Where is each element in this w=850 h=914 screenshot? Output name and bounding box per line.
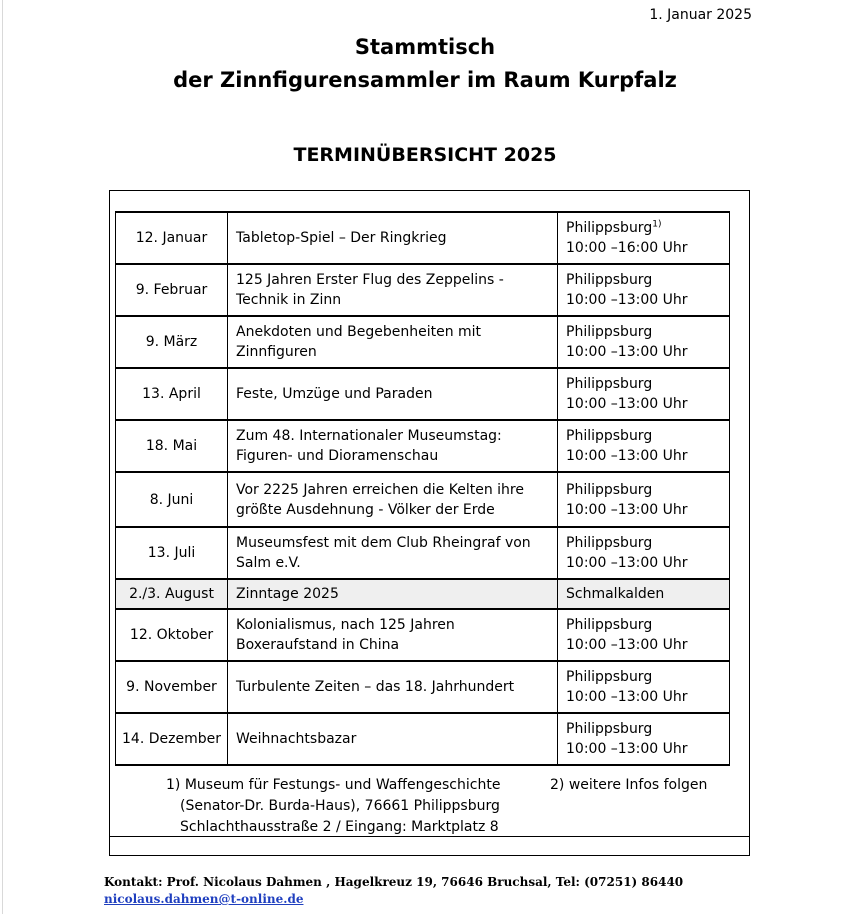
event-place <box>566 270 729 290</box>
schedule-row <box>116 368 730 420</box>
event-topic-line-2: Boxeraufstand in China <box>236 637 400 653</box>
event-topic-line-1: Tabletop-Spiel – Der Ringkrieg <box>236 230 447 246</box>
contact-line: Kontakt: Prof. Nicolaus Dahmen , Hagelkreuz 19, 76646 Bruchsal, Tel: (07251) 86440 <box>104 875 684 889</box>
event-location <box>558 212 730 264</box>
event-topic <box>228 527 558 579</box>
event-location <box>558 527 730 579</box>
event-topic <box>228 472 558 527</box>
schedule-row <box>116 527 730 579</box>
event-topic-line-1: 125 Jahren Erster Flug des Zeppelins - <box>236 272 504 288</box>
event-location <box>558 609 730 661</box>
event-place-name: Philippsburg <box>566 272 653 288</box>
event-time: 10:00 –13:00 Uhr <box>566 396 688 412</box>
schedule-row <box>116 316 730 368</box>
event-date: 13. April <box>116 368 228 420</box>
event-topic-line-2: Zinnfiguren <box>236 344 317 360</box>
event-place-name: Philippsburg <box>566 535 653 551</box>
contact-block <box>104 874 683 908</box>
schedule-row <box>116 472 730 527</box>
event-topic <box>228 264 558 316</box>
event-topic <box>228 579 558 609</box>
event-location <box>558 472 730 527</box>
event-topic-line-2: größte Ausdehnung - Völker der Erde <box>236 501 495 518</box>
event-date: 12. Januar <box>116 212 228 264</box>
schedule-row <box>116 264 730 316</box>
event-location <box>558 713 730 765</box>
event-place-name: Philippsburg <box>566 481 653 498</box>
event-topic-line-1: Turbulente Zeiten – das 18. Jahrhundert <box>236 679 515 695</box>
event-place-name: Philippsburg <box>566 721 653 737</box>
event-topic-line-1: Weihnachtsbazar <box>236 731 357 747</box>
event-date: 14. Dezember <box>116 713 228 765</box>
event-place <box>566 615 729 635</box>
schedule-row <box>116 713 730 765</box>
event-date: 13. Juli <box>116 527 228 579</box>
event-date: 18. Mai <box>116 420 228 472</box>
event-location <box>558 316 730 368</box>
schedule-heading: TERMINÜBERSICHT 2025 <box>293 144 557 166</box>
event-location <box>558 264 730 316</box>
footnote-marker: 1) <box>652 219 662 230</box>
event-place <box>566 322 729 342</box>
event-date: 9. März <box>116 316 228 368</box>
event-location <box>558 420 730 472</box>
event-place <box>566 480 729 500</box>
event-topic <box>228 420 558 472</box>
event-topic-line-1: Kolonialismus, nach 125 Jahren <box>236 617 455 633</box>
event-place-name: Philippsburg <box>566 220 653 236</box>
event-topic-line-2: Salm e.V. <box>236 555 301 571</box>
event-time: 10:00 –13:00 Uhr <box>566 637 688 653</box>
event-place-name: Philippsburg <box>566 376 653 392</box>
document-date: 1. Januar 2025 <box>649 7 752 23</box>
event-topic-line-1: Museumsfest mit dem Club Rheingraf von <box>236 535 531 551</box>
event-place <box>566 719 729 739</box>
event-topic <box>228 368 558 420</box>
event-place <box>566 218 729 238</box>
event-topic-line-1: Anekdoten und Begebenheiten mit <box>236 324 482 340</box>
event-place <box>566 533 729 553</box>
event-place-name: Philippsburg <box>566 617 653 633</box>
event-time: 10:00 –13:00 Uhr <box>566 555 688 571</box>
schedule-row <box>116 579 730 609</box>
event-topic <box>228 609 558 661</box>
event-place <box>566 426 729 446</box>
title-line-1: Stammtisch <box>354 35 496 59</box>
schedule-table <box>115 211 730 766</box>
page-margin-line <box>2 0 3 914</box>
event-date: 8. Juni <box>116 472 228 527</box>
footnote-1-line-3: Schlachthausstraße 2 / Eingang: Marktplatz 8 <box>180 819 499 835</box>
event-place-name: Schmalkalden <box>566 586 665 602</box>
event-topic-line-1: Zinntage 2025 <box>236 586 339 602</box>
event-time: 10:00 –16:00 Uhr <box>566 240 688 256</box>
event-place <box>566 667 729 687</box>
footnote-2: 2) weitere Infos folgen <box>550 777 708 793</box>
event-topic-line-2: Figuren- und Dioramenschau <box>236 448 439 464</box>
footnote-1 <box>166 775 500 838</box>
footnote-1-line-1: 1) Museum für Festungs- und Waffengeschichte <box>166 777 501 793</box>
event-topic-line-1: Feste, Umzüge und Paraden <box>236 386 433 402</box>
event-time: 10:00 –13:00 Uhr <box>566 689 688 705</box>
event-time: 10:00 –13:00 Uhr <box>566 448 688 464</box>
event-topic-line-1: Vor 2225 Jahren erreichen die Kelten ihre <box>236 481 524 498</box>
event-topic-line-1: Zum 48. Internationaler Museumstag: <box>236 428 502 444</box>
event-topic <box>228 316 558 368</box>
event-topic <box>228 661 558 713</box>
event-place <box>566 374 729 394</box>
schedule-row <box>116 420 730 472</box>
event-place <box>566 584 729 604</box>
event-time: 10:00 –13:00 Uhr <box>566 741 688 757</box>
contact-email-link[interactable]: nicolaus.dahmen@t-online.de <box>104 892 304 906</box>
event-date: 9. November <box>116 661 228 713</box>
footnote-1-line-2: (Senator-Dr. Burda-Haus), 76661 Philippsburg <box>180 798 500 814</box>
event-time: 10:00 –13:00 Uhr <box>566 501 688 518</box>
event-location <box>558 368 730 420</box>
event-place-name: Philippsburg <box>566 669 653 685</box>
event-time: 10:00 –13:00 Uhr <box>566 292 688 308</box>
schedule-row <box>116 212 730 264</box>
event-time: 10:00 –13:00 Uhr <box>566 344 688 360</box>
event-date: 12. Oktober <box>116 609 228 661</box>
schedule-row <box>116 609 730 661</box>
event-location <box>558 661 730 713</box>
event-topic-line-2: Technik in Zinn <box>236 292 342 308</box>
schedule-row <box>116 661 730 713</box>
title-line-2: der Zinnfigurensammler im Raum Kurpfalz <box>173 68 677 92</box>
event-topic <box>228 713 558 765</box>
event-topic <box>228 212 558 264</box>
event-date: 9. Februar <box>116 264 228 316</box>
event-place-name: Philippsburg <box>566 324 653 340</box>
event-date: 2./3. August <box>116 579 228 609</box>
event-place-name: Philippsburg <box>566 428 653 444</box>
event-location <box>558 579 730 609</box>
